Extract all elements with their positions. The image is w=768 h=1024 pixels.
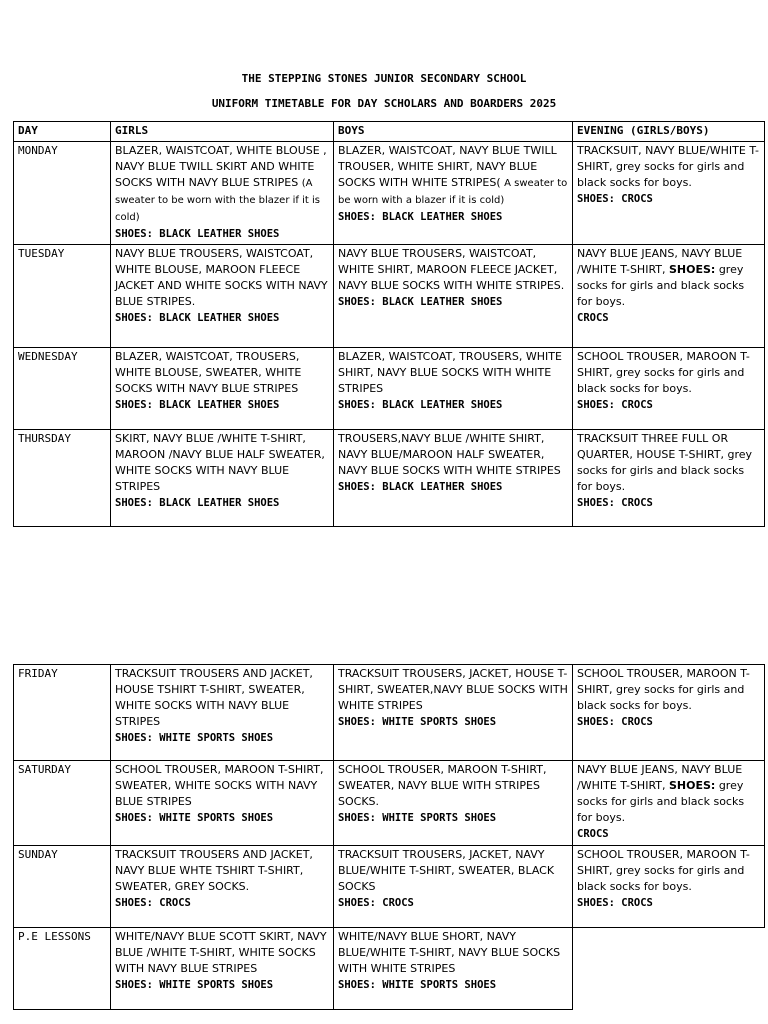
boys-shoes: SHOES: CROCS bbox=[338, 897, 414, 909]
evening-socks: grey socks for girls and black socks for boys. bbox=[577, 263, 745, 308]
uniform-table-page-2 bbox=[13, 664, 765, 1010]
table-row bbox=[14, 142, 765, 245]
girls-cell bbox=[111, 430, 334, 527]
boys-cell bbox=[334, 761, 573, 846]
girls-shoes: SHOES: WHITE SPORTS SHOES bbox=[115, 812, 274, 824]
boys-cell bbox=[334, 348, 573, 430]
evening-cell bbox=[573, 245, 765, 348]
evening-shoes: SHOES: CROCS bbox=[577, 897, 653, 909]
boys-cell bbox=[334, 430, 573, 527]
boys-uniform: WHITE/NAVY BLUE SHORT, NAVY BLUE/WHITE T-SHIRT, NAVY BLUE SOCKS WITH WHITE STRIPES bbox=[338, 930, 561, 975]
girls-shoes: SHOES: BLACK LEATHER SHOES bbox=[115, 497, 280, 509]
evening-uniform: SCHOOL TROUSER, MAROON T-SHIRT, grey socks for girls and black socks for boys. bbox=[577, 848, 750, 893]
document-title: THE STEPPING STONES JUNIOR SECONDARY SCHOOL bbox=[241, 72, 527, 85]
boys-uniform: TROUSERS,NAVY BLUE /WHITE SHIRT, NAVY BLUE/MAROON HALF SWEATER, NAVY BLUE SOCKS WITH WHITE STRIPES bbox=[338, 432, 561, 477]
evening-shoes: SHOES: CROCS bbox=[577, 497, 653, 509]
table-row bbox=[14, 245, 765, 348]
boys-cell bbox=[334, 846, 573, 928]
boys-shoes: SHOES: BLACK LEATHER SHOES bbox=[338, 399, 503, 411]
evening-cell bbox=[573, 142, 765, 245]
girls-cell bbox=[111, 348, 334, 430]
evening-cell bbox=[573, 761, 765, 846]
evening-cell bbox=[573, 665, 765, 761]
boys-uniform: SCHOOL TROUSER, MAROON T-SHIRT, SWEATER, NAVY BLUE WITH STRIPES SOCKS. bbox=[338, 763, 547, 808]
evening-shoes-label: SHOES: bbox=[669, 263, 716, 276]
table-row bbox=[14, 846, 765, 928]
table-header-row bbox=[14, 122, 765, 142]
header-day: DAY bbox=[14, 122, 111, 142]
evening-shoes: SHOES: CROCS bbox=[577, 193, 653, 205]
evening-uniform: SCHOOL TROUSER, MAROON T-SHIRT, grey socks for girls and black socks for boys. bbox=[577, 667, 750, 712]
girls-uniform: SCHOOL TROUSER, MAROON T-SHIRT, SWEATER, WHITE SOCKS WITH NAVY BLUE STRIPES bbox=[115, 763, 324, 808]
table-row bbox=[14, 665, 765, 761]
evening-shoes: SHOES: CROCS bbox=[577, 399, 653, 411]
girls-cell bbox=[111, 245, 334, 348]
girls-shoes: SHOES: CROCS bbox=[115, 897, 191, 909]
girls-uniform: BLAZER, WAISTCOAT, TROUSERS, WHITE BLOUSE, SWEATER, WHITE SOCKS WITH NAVY BLUE STRIPES bbox=[115, 350, 302, 395]
evening-uniform: NAVY BLUE JEANS, NAVY BLUE /WHITE T-SHIRT, bbox=[577, 763, 743, 792]
boys-uniform: BLAZER, WAISTCOAT, NAVY BLUE TWILL TROUSER, WHITE SHIRT, NAVY BLUE SOCKS WITH WHITE STRIPES( bbox=[338, 144, 557, 189]
header-evening: EVENING (GIRLS/BOYS) bbox=[573, 122, 765, 142]
girls-shoes: SHOES: WHITE SPORTS SHOES bbox=[115, 732, 274, 744]
boys-shoes: SHOES: BLACK LEATHER SHOES bbox=[338, 481, 503, 493]
girls-note: (A sweater to be worn with the blazer if it is cold) bbox=[115, 178, 320, 223]
boys-uniform: BLAZER, WAISTCOAT, TROUSERS, WHITE SHIRT, NAVY BLUE SOCKS WITH WHITE STRIPES bbox=[338, 350, 562, 395]
boys-cell bbox=[334, 665, 573, 761]
table-row bbox=[14, 928, 765, 1010]
boys-uniform: TRACKSUIT TROUSERS, JACKET, NAVY BLUE/WHITE T-SHIRT, SWEATER, BLACK SOCKS bbox=[338, 848, 555, 893]
girls-shoes: SHOES: BLACK LEATHER SHOES bbox=[115, 228, 280, 240]
girls-cell bbox=[111, 142, 334, 245]
evening-cell bbox=[573, 846, 765, 928]
day-cell: TUESDAY bbox=[14, 245, 111, 348]
header-boys: BOYS bbox=[334, 122, 573, 142]
evening-cell bbox=[573, 430, 765, 527]
evening-shoes: CROCS bbox=[577, 828, 609, 840]
girls-cell bbox=[111, 665, 334, 761]
boys-shoes: SHOES: WHITE SPORTS SHOES bbox=[338, 716, 497, 728]
table-row bbox=[14, 348, 765, 430]
girls-uniform: TRACKSUIT TROUSERS AND JACKET, NAVY BLUE WHTE TSHIRT T-SHIRT, SWEATER, GREY SOCKS. bbox=[115, 848, 313, 893]
day-cell: SUNDAY bbox=[14, 846, 111, 928]
boys-cell bbox=[334, 245, 573, 348]
girls-shoes: SHOES: WHITE SPORTS SHOES bbox=[115, 979, 274, 991]
boys-shoes: SHOES: BLACK LEATHER SHOES bbox=[338, 211, 503, 223]
girls-shoes: SHOES: BLACK LEATHER SHOES bbox=[115, 399, 280, 411]
uniform-table-page-1 bbox=[13, 121, 765, 527]
girls-uniform: SKIRT, NAVY BLUE /WHITE T-SHIRT, MAROON /NAVY BLUE HALF SWEATER, WHITE SOCKS WITH NAVY BLUE STRIPES bbox=[115, 432, 325, 493]
document-subtitle: UNIFORM TIMETABLE FOR DAY SCHOLARS AND BOARDERS 2025 bbox=[211, 97, 557, 110]
evening-cell bbox=[573, 348, 765, 430]
boys-uniform: NAVY BLUE TROUSERS, WAISTCOAT, WHITE SHIRT, MAROON FLEECE JACKET, NAVY BLUE SOCKS WITH WHITE STRIPES. bbox=[338, 247, 565, 292]
boys-shoes: SHOES: WHITE SPORTS SHOES bbox=[338, 812, 497, 824]
day-cell: FRIDAY bbox=[14, 665, 111, 761]
girls-uniform: TRACKSUIT TROUSERS AND JACKET, HOUSE TSHIRT T-SHIRT, SWEATER, WHITE SOCKS WITH NAVY BLUE STRIPES bbox=[115, 667, 313, 728]
girls-uniform: BLAZER, WAISTCOAT, WHITE BLOUSE , NAVY BLUE TWILL SKIRT AND WHITE SOCKS WITH NAVY BLUE STRIPES bbox=[115, 144, 327, 189]
girls-uniform: NAVY BLUE TROUSERS, WAISTCOAT, WHITE BLOUSE, MAROON FLEECE JACKET AND WHITE SOCKS WITH NAVY BLUE STRIPES. bbox=[115, 247, 328, 308]
girls-cell bbox=[111, 761, 334, 846]
evening-uniform: TRACKSUIT, NAVY BLUE/WHITE T-SHIRT, grey socks for girls and black socks for boys. bbox=[577, 144, 759, 189]
evening-shoes-label: SHOES: bbox=[669, 779, 716, 792]
day-cell: THURSDAY bbox=[14, 430, 111, 527]
day-cell: P.E LESSONS bbox=[14, 928, 111, 1010]
evening-uniform: SCHOOL TROUSER, MAROON T-SHIRT, grey socks for girls and black socks for boys. bbox=[577, 350, 750, 395]
girls-uniform: WHITE/NAVY BLUE SCOTT SKIRT, NAVY BLUE /WHITE T-SHIRT, WHITE SOCKS WITH NAVY BLUE STRIPES bbox=[115, 930, 327, 975]
day-cell: MONDAY bbox=[14, 142, 111, 245]
header-girls: GIRLS bbox=[111, 122, 334, 142]
evening-uniform: NAVY BLUE JEANS, NAVY BLUE /WHITE T-SHIRT, bbox=[577, 247, 743, 276]
table-row bbox=[14, 430, 765, 527]
girls-shoes: SHOES: BLACK LEATHER SHOES bbox=[115, 312, 280, 324]
evening-socks: grey socks for girls and black socks for boys. bbox=[577, 779, 745, 824]
empty-cell bbox=[573, 928, 765, 1010]
boys-shoes: SHOES: WHITE SPORTS SHOES bbox=[338, 979, 497, 991]
evening-uniform: TRACKSUIT THREE FULL OR QUARTER, HOUSE T-SHIRT, grey socks for girls and black socks for boys. bbox=[577, 432, 753, 493]
girls-cell bbox=[111, 928, 334, 1010]
day-cell: WEDNESDAY bbox=[14, 348, 111, 430]
boys-cell bbox=[334, 928, 573, 1010]
table-row bbox=[14, 761, 765, 846]
boys-note: A sweater to be worn with a blazer if it is cold) bbox=[338, 178, 568, 206]
day-cell: SATURDAY bbox=[14, 761, 111, 846]
boys-uniform: TRACKSUIT TROUSERS, JACKET, HOUSE T- SHIRT, SWEATER,NAVY BLUE SOCKS WITH WHITE STRIPES bbox=[338, 667, 568, 712]
evening-shoes: CROCS bbox=[577, 312, 609, 324]
boys-cell bbox=[334, 142, 573, 245]
girls-cell bbox=[111, 846, 334, 928]
boys-shoes: SHOES: BLACK LEATHER SHOES bbox=[338, 296, 503, 308]
evening-shoes: SHOES: CROCS bbox=[577, 716, 653, 728]
